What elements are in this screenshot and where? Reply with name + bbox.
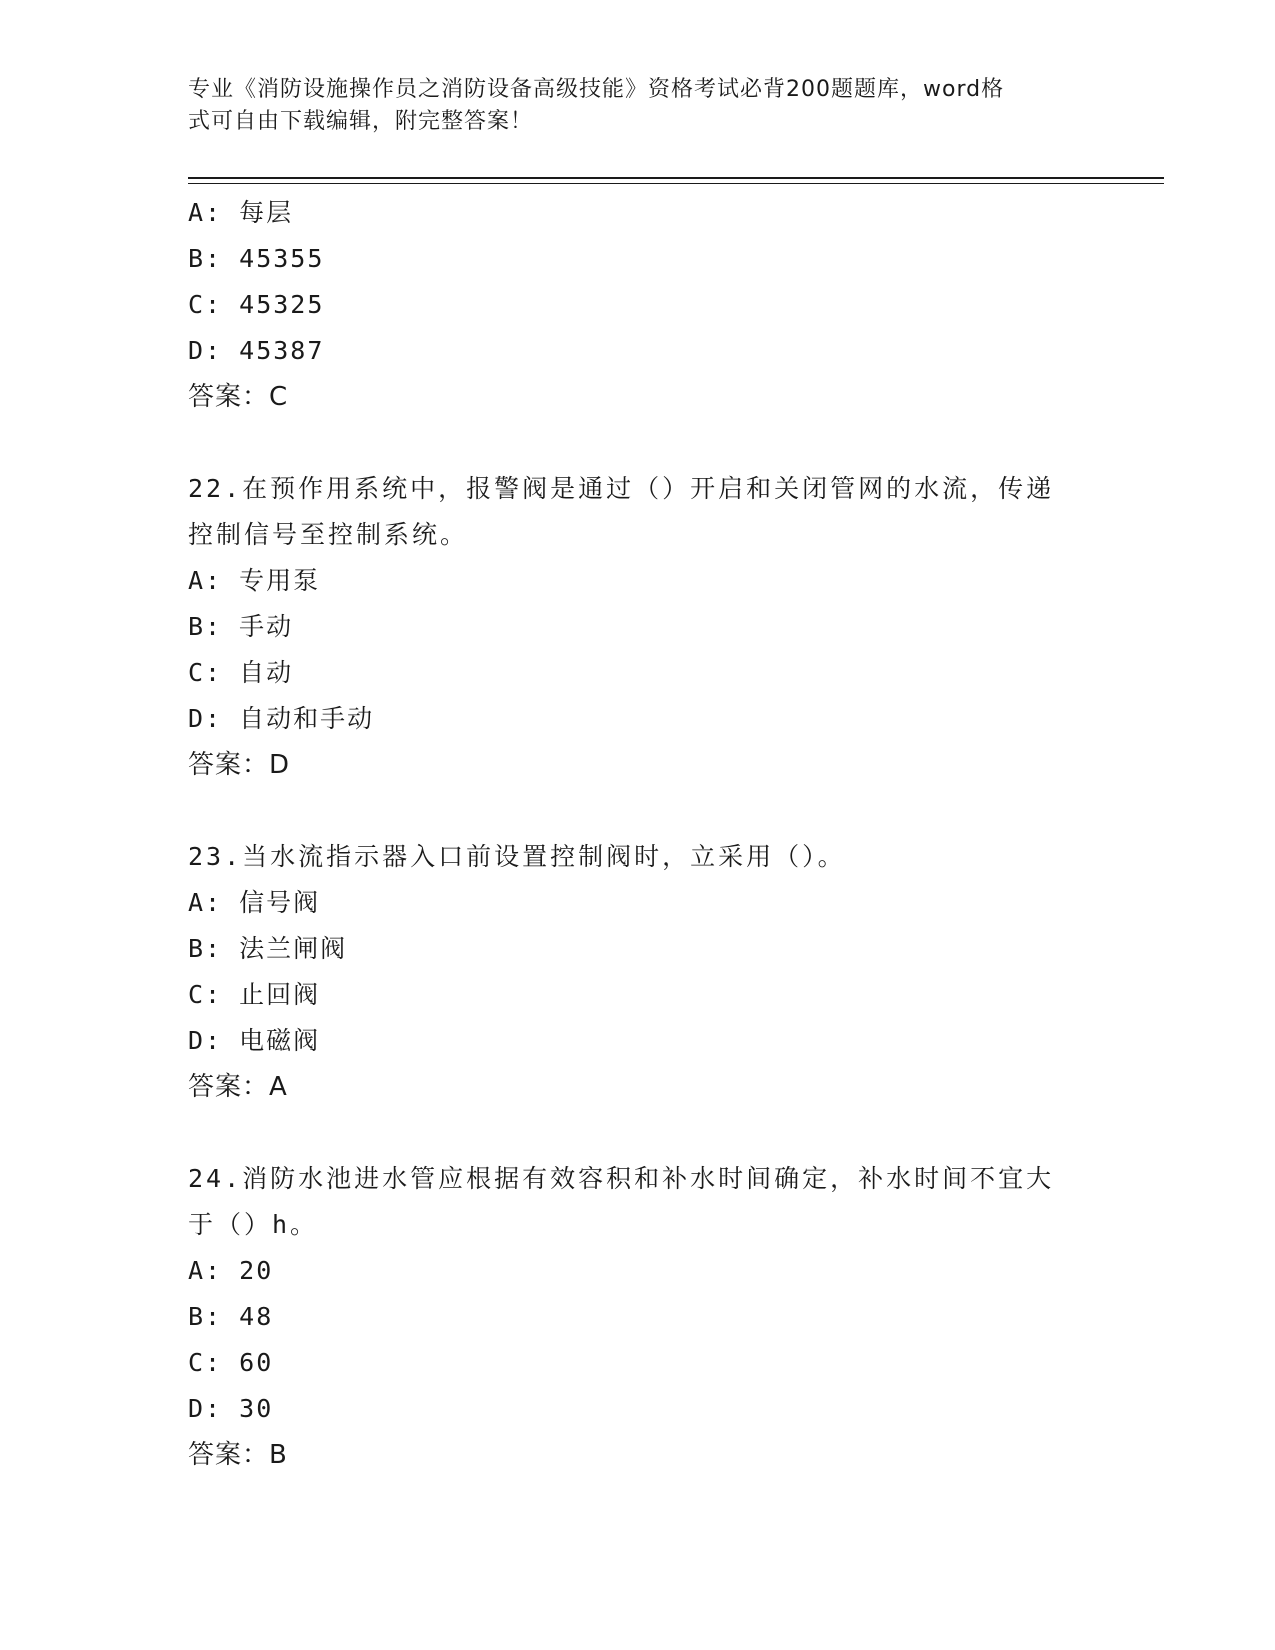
question-block-22 <box>188 466 1088 788</box>
question-block-23 <box>188 834 1088 1110</box>
document-header <box>188 74 1078 138</box>
option-c: C: 45325 <box>188 290 325 319</box>
question-text <box>188 1156 1088 1248</box>
question-text-line1: 23.当水流指示器入口前设置控制阀时，立采用（）。 <box>188 842 846 871</box>
option-b: B: 手动 <box>188 612 294 641</box>
option-c: C: 止回阀 <box>188 980 321 1009</box>
option-a: A: 专用泵 <box>188 566 321 595</box>
question-text-line1: 24.消防水池进水管应根据有效容积和补水时间确定，补水时间不宜大 <box>188 1164 1055 1193</box>
option-c: C: 60 <box>188 1348 274 1377</box>
question-text-line2: 于（）h。 <box>188 1210 319 1239</box>
question-text-line1: 22.在预作用系统中，报警阀是通过（）开启和关闭管网的水流，传递 <box>188 474 1055 503</box>
question-text <box>188 834 1088 880</box>
option-c: C: 自动 <box>188 658 294 687</box>
header-divider-thin <box>188 183 1164 184</box>
option-b: B: 法兰闸阀 <box>188 934 348 963</box>
answer-label: 答案：C <box>188 382 289 412</box>
question-text-line2: 控制信号至控制系统。 <box>188 520 469 549</box>
option-d: D: 45387 <box>188 336 325 365</box>
header-divider-thick <box>188 177 1164 179</box>
option-a: A: 20 <box>188 1256 274 1285</box>
option-b: B: 45355 <box>188 244 325 273</box>
option-d: D: 自动和手动 <box>188 704 375 733</box>
option-a: A: 信号阀 <box>188 888 321 917</box>
header-title-line2: 式可自由下载编辑，附完整答案！ <box>188 109 534 134</box>
answer-label: 答案：A <box>188 1072 288 1102</box>
option-d: D: 电磁阀 <box>188 1026 321 1055</box>
answer-label: 答案：B <box>188 1440 288 1470</box>
question-text <box>188 466 1088 558</box>
option-a: A: 每层 <box>188 198 294 227</box>
option-b: B: 48 <box>188 1302 274 1331</box>
document-body <box>188 190 1088 1478</box>
answer-label: 答案：D <box>188 750 291 780</box>
question-block-21 <box>188 190 1088 420</box>
option-d: D: 30 <box>188 1394 274 1423</box>
header-title-line1: 专业《消防设施操作员之消防设备高级技能》资格考试必背200题题库，word格 <box>188 77 1005 102</box>
question-block-24 <box>188 1156 1088 1478</box>
